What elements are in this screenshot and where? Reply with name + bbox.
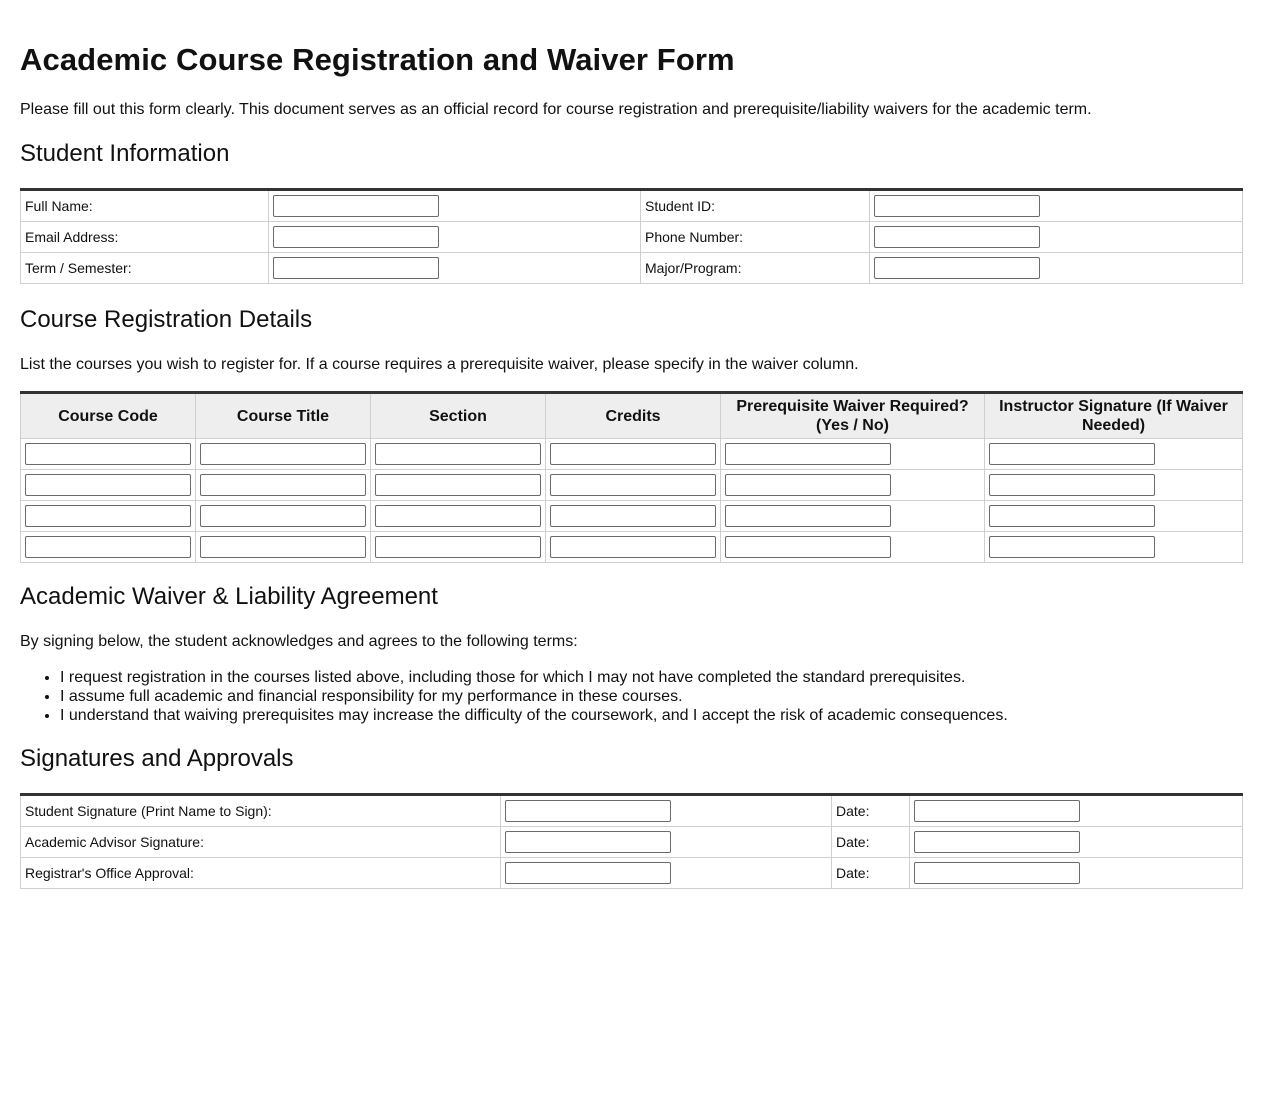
course-title-input[interactable] — [200, 443, 366, 465]
advisor-signature-input[interactable] — [505, 831, 671, 853]
student-id-label: Student ID: — [641, 190, 870, 222]
course-table — [20, 391, 1243, 563]
course-code-input[interactable] — [25, 505, 191, 527]
page-title: Academic Course Registration and Waiver Form — [20, 42, 735, 77]
course-title-input[interactable] — [200, 505, 366, 527]
list-item: • I assume full academic and financial responsibility for my performance in these courses. — [60, 687, 1242, 706]
table-row — [21, 253, 1243, 284]
instructor-signature-input[interactable] — [989, 536, 1155, 558]
major-input[interactable] — [874, 257, 1040, 279]
term-input[interactable] — [273, 257, 439, 279]
course-registration-heading: Course Registration Details — [20, 306, 313, 333]
email-label: Email Address: — [21, 222, 269, 253]
credits-input[interactable] — [550, 474, 716, 496]
term-label: Term / Semester: — [21, 253, 269, 284]
section-input[interactable] — [375, 505, 541, 527]
table-row — [21, 190, 1243, 222]
table-row — [21, 827, 1243, 858]
waiver-required-input[interactable] — [725, 536, 891, 558]
phone-input[interactable] — [874, 226, 1040, 248]
course-registration-note: List the courses you wish to register for. If a course requires a prerequisite waiver, please specify in the waiver column. — [20, 356, 859, 373]
date-label: Date: — [832, 827, 910, 858]
section-input[interactable] — [375, 474, 541, 496]
course-title-input[interactable] — [200, 536, 366, 558]
credits-input[interactable] — [550, 505, 716, 527]
full-name-input[interactable] — [273, 195, 439, 217]
student-signature-label: Student Signature (Print Name to Sign): — [21, 795, 501, 827]
student-id-input[interactable] — [874, 195, 1040, 217]
table-row — [21, 532, 1243, 563]
course-code-input[interactable] — [25, 474, 191, 496]
column-header-instructor-signature: Instructor Signature (If Waiver Needed) — [985, 393, 1243, 439]
waiver-required-input[interactable] — [725, 505, 891, 527]
email-input[interactable] — [273, 226, 439, 248]
waiver-required-input[interactable] — [725, 474, 891, 496]
waiver-heading: Academic Waiver & Liability Agreement — [20, 583, 438, 610]
advisor-signature-label: Academic Advisor Signature: — [21, 827, 501, 858]
instructor-signature-input[interactable] — [989, 505, 1155, 527]
instructor-signature-input[interactable] — [989, 443, 1155, 465]
column-header-section: Section — [371, 393, 546, 439]
signatures-heading: Signatures and Approvals — [20, 745, 294, 772]
table-row — [21, 222, 1243, 253]
section-input[interactable] — [375, 536, 541, 558]
registrar-date-input[interactable] — [914, 862, 1080, 884]
table-row — [21, 795, 1243, 827]
credits-input[interactable] — [550, 443, 716, 465]
table-row — [21, 470, 1243, 501]
student-date-input[interactable] — [914, 800, 1080, 822]
phone-label: Phone Number: — [641, 222, 870, 253]
student-info-table — [20, 188, 1243, 284]
date-label: Date: — [832, 858, 910, 889]
course-title-input[interactable] — [200, 474, 366, 496]
column-header-waiver-required: Prerequisite Waiver Required? (Yes / No) — [721, 393, 985, 439]
table-row — [21, 501, 1243, 532]
course-table-header — [21, 393, 1243, 439]
registrar-approval-input[interactable] — [505, 862, 671, 884]
list-item: • I request registration in the courses listed above, including those for which I may not have completed the standard prerequisites. — [60, 668, 1242, 687]
signatures-table — [20, 793, 1243, 889]
intro-text: Please fill out this form clearly. This document serves as an official record for course registration and prerequisite/liability waivers for the academic term. — [20, 101, 1092, 118]
waiver-terms-list — [20, 668, 1242, 725]
credits-input[interactable] — [550, 536, 716, 558]
course-code-input[interactable] — [25, 443, 191, 465]
full-name-label: Full Name: — [21, 190, 269, 222]
registrar-approval-label: Registrar's Office Approval: — [21, 858, 501, 889]
table-row — [21, 858, 1243, 889]
section-input[interactable] — [375, 443, 541, 465]
waiver-intro: By signing below, the student acknowledges and agrees to the following terms: — [20, 633, 578, 650]
advisor-date-input[interactable] — [914, 831, 1080, 853]
waiver-required-input[interactable] — [725, 443, 891, 465]
student-info-heading: Student Information — [20, 140, 230, 167]
student-signature-input[interactable] — [505, 800, 671, 822]
course-code-input[interactable] — [25, 536, 191, 558]
column-header-course-code: Course Code — [21, 393, 196, 439]
list-item: • I understand that waiving prerequisites may increase the difficulty of the coursework, and I accept the risk of academic consequences. — [60, 706, 1242, 725]
instructor-signature-input[interactable] — [989, 474, 1155, 496]
column-header-credits: Credits — [546, 393, 721, 439]
column-header-course-title: Course Title — [196, 393, 371, 439]
date-label: Date: — [832, 795, 910, 827]
table-row — [21, 439, 1243, 470]
major-label: Major/Program: — [641, 253, 870, 284]
